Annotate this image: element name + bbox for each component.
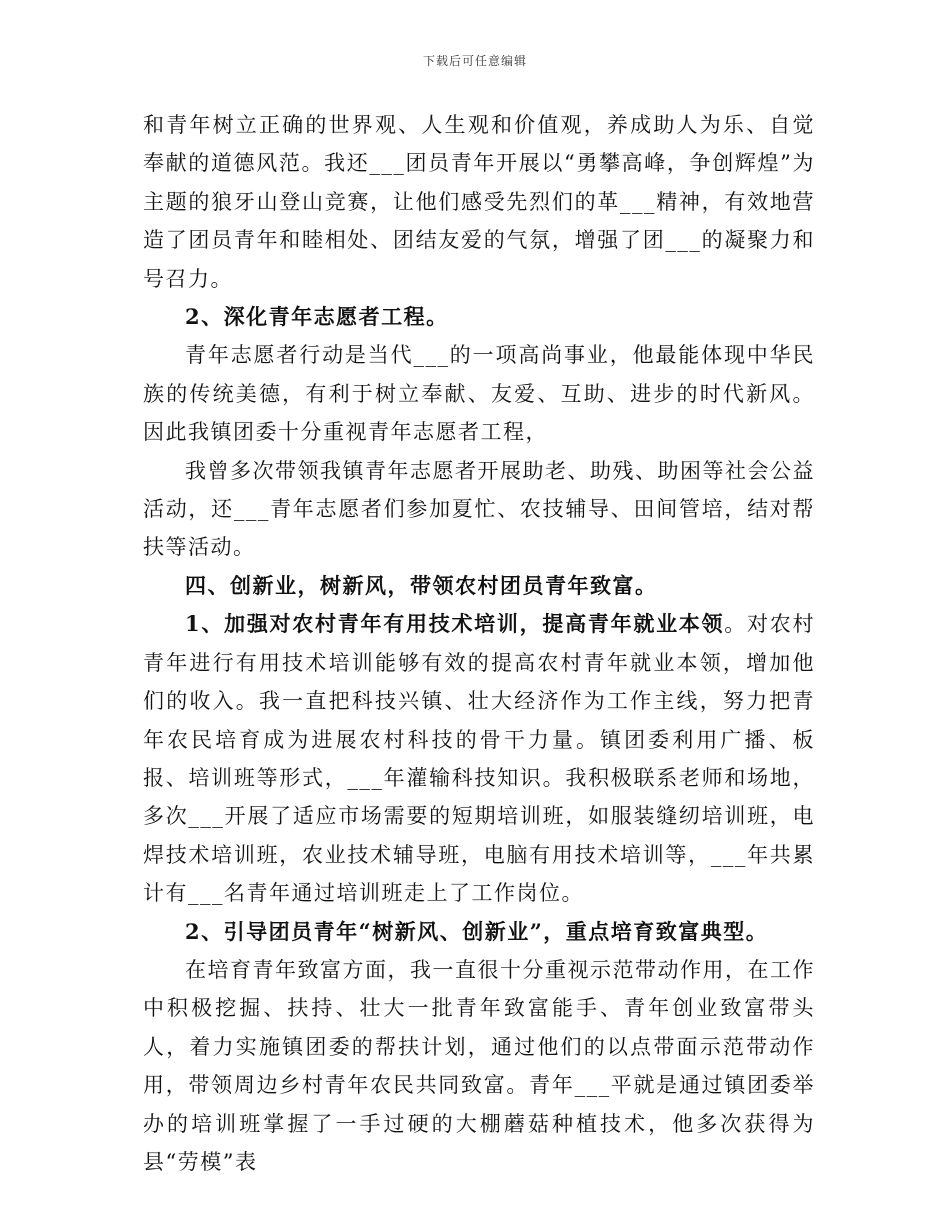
document-body [143,106,815,1181]
paragraph-role-models: 在培育青年致富方面，我一直很十分重视示范带动作用，在工作中积极挖掘、扶持、壮大一批青年致富能手、青年创业致富带头人，着力实施镇团委的帮扶计划，通过他们的以点带面示范带动作用，带领周边乡村青年农民共同致富。青年___平就是通过镇团委举办的培训班掌握了一手过硬的大棚蘑菇种植技术，他多次获得为县“劳模”表 [143,957,815,1174]
paragraph-volunteer-activities: 我曾多次带领我镇青年志愿者开展助老、助残、助困等社会公益活动，还___青年志愿者们参加夏忙、农技辅导、田间管培，结对帮扶等活动。 [143,458,815,560]
section-heading-four: 四、创新业，树新风，带领农村团员青年致富。 [185,572,658,598]
paragraph-volunteer-intro: 青年志愿者行动是当代___的一项高尚事业，他最能体现中华民族的传统美德，有利于树立奉献、友爱、互助、进步的时代新风。因此我镇团委十分重视青年志愿者工程， [143,343,815,445]
paragraph-training [143,605,815,912]
page-header: 下载后可任意编辑 [422,54,527,68]
section-heading-guide: 2、引导团员青年“树新风、创新业”，重点培育致富典型。 [185,918,769,944]
section-heading-volunteer: 2、深化青年志愿者工程。 [185,304,449,330]
paragraph-continuation: 和青年树立正确的世界观、人生观和价值观，养成助人为乐、自觉奉献的道德风范。我还___团员青年开展以“勇攀高峰，争创辉煌”为主题的狼牙山登山竞赛，让他们感受先烈们的革___精神，有效地营造了团员青年和睦相处、团结友爱的气氛，增强了团___的凝聚力和号召力。 [143,113,815,291]
paragraph-training-body: 。对农村青年进行有用技术培训能够有效的提高农村青年就业本领，增加他们的收入。我一直把科技兴镇、壮大经济作为工作主线，努力把青年农民培育成为进展农村科技的骨干力量。镇团委利用广播、板报、培训班等形式，___年灌输科技知识。我积极联系老师和场地，多次___开展了适应市场需要的短期培训班，如服装缝纫培训班，电焊技术培训班，农业技术辅导班，电脑有用技术培训等，___年共累计有___名青年通过培训班走上了工作岗位。 [143,612,815,906]
paragraph-training-lead: 1、加强对农村青年有用技术培训，提高青年就业本领 [185,611,725,637]
